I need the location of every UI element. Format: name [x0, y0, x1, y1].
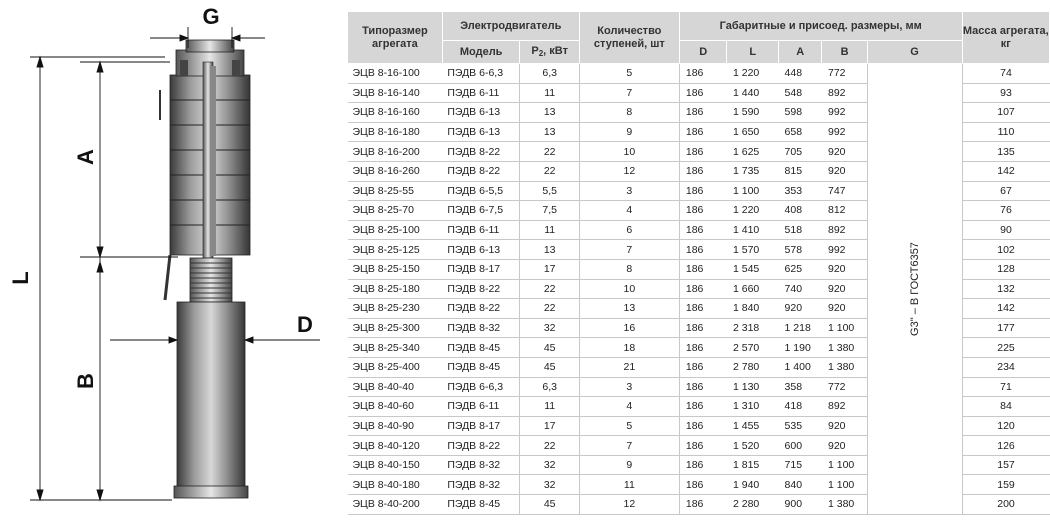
cell-power: 17	[520, 259, 579, 279]
label-d: D	[297, 312, 313, 337]
cell-model: ПЭДВ 6-5,5	[442, 181, 520, 201]
cell-d: 186	[679, 122, 727, 142]
header-g: G	[867, 41, 962, 64]
cell-a: 358	[779, 377, 822, 397]
cell-name: ЭЦВ 8-25-70	[348, 201, 443, 221]
cell-mass: 107	[962, 103, 1049, 123]
cell-d: 186	[679, 377, 727, 397]
cell-d: 186	[679, 495, 727, 515]
header-motor: Электродвигатель	[442, 12, 579, 41]
cell-d: 186	[679, 259, 727, 279]
table-row	[348, 64, 1050, 84]
label-l: L	[8, 271, 33, 285]
cell-mass: 76	[962, 201, 1049, 221]
cell-name: ЭЦВ 8-16-100	[348, 64, 443, 84]
cell-a: 418	[779, 397, 822, 417]
label-b: B	[73, 373, 98, 389]
cell-d: 186	[679, 83, 727, 103]
cell-stages: 5	[579, 416, 679, 436]
cell-b: 1 380	[822, 338, 867, 358]
cell-d: 186	[679, 64, 727, 84]
cell-model: ПЭДВ 6-11	[442, 220, 520, 240]
cell-d: 186	[679, 357, 727, 377]
label-a: A	[73, 149, 98, 165]
cell-d: 186	[679, 220, 727, 240]
cell-l: 1 590	[727, 103, 779, 123]
cell-power: 22	[520, 142, 579, 162]
header-b: B	[822, 41, 867, 64]
cell-mass: 234	[962, 357, 1049, 377]
cell-name: ЭЦВ 8-40-120	[348, 436, 443, 456]
cell-model: ПЭДВ 6-13	[442, 103, 520, 123]
cell-a: 578	[779, 240, 822, 260]
cell-stages: 6	[579, 220, 679, 240]
cell-name: ЭЦВ 8-16-260	[348, 161, 443, 181]
cell-power: 5,5	[520, 181, 579, 201]
cell-stages: 4	[579, 201, 679, 221]
cell-power: 11	[520, 83, 579, 103]
cell-b: 1 100	[822, 318, 867, 338]
cell-stages: 10	[579, 142, 679, 162]
cell-mass: 157	[962, 455, 1049, 475]
cell-l: 1 310	[727, 397, 779, 417]
cell-stages: 4	[579, 397, 679, 417]
cell-stages: 7	[579, 83, 679, 103]
cell-power: 22	[520, 436, 579, 456]
cell-l: 1 735	[727, 161, 779, 181]
cell-l: 1 440	[727, 83, 779, 103]
header-power	[520, 41, 579, 64]
cell-stages: 16	[579, 318, 679, 338]
cell-l: 1 940	[727, 475, 779, 495]
cell-d: 186	[679, 455, 727, 475]
cell-mass: 132	[962, 279, 1049, 299]
cell-a: 625	[779, 259, 822, 279]
header-dims: Габаритные и присоед. размеры, мм	[679, 12, 962, 41]
cell-stages: 8	[579, 103, 679, 123]
cell-l: 2 570	[727, 338, 779, 358]
header-power-unit: , кВт	[543, 44, 568, 57]
cell-b: 920	[822, 161, 867, 181]
cell-mass: 128	[962, 259, 1049, 279]
cell-a: 740	[779, 279, 822, 299]
cell-l: 1 815	[727, 455, 779, 475]
cell-model: ПЭДВ 6-13	[442, 122, 520, 142]
cell-stages: 9	[579, 122, 679, 142]
cell-mass: 120	[962, 416, 1049, 436]
header-stages: Количество ступеней, шт	[579, 12, 679, 64]
cell-l: 1 100	[727, 181, 779, 201]
cell-a: 1 190	[779, 338, 822, 358]
cell-l: 1 220	[727, 64, 779, 84]
cell-b: 992	[822, 122, 867, 142]
cell-stages: 10	[579, 279, 679, 299]
cell-model: ПЭДВ 8-32	[442, 318, 520, 338]
cell-model: ПЭДВ 6-7,5	[442, 201, 520, 221]
cell-power: 7,5	[520, 201, 579, 221]
cell-model: ПЭДВ 8-22	[442, 142, 520, 162]
cell-name: ЭЦВ 8-25-300	[348, 318, 443, 338]
cell-stages: 9	[579, 455, 679, 475]
cell-l: 1 455	[727, 416, 779, 436]
cell-b: 747	[822, 181, 867, 201]
cell-stages: 21	[579, 357, 679, 377]
cell-d: 186	[679, 416, 727, 436]
cell-a: 408	[779, 201, 822, 221]
cell-b: 772	[822, 64, 867, 84]
cell-g	[867, 64, 962, 515]
cell-power: 22	[520, 161, 579, 181]
motor-section	[174, 302, 248, 498]
cell-mass: 135	[962, 142, 1049, 162]
cell-d: 186	[679, 279, 727, 299]
cell-a: 900	[779, 495, 822, 515]
cell-stages: 3	[579, 181, 679, 201]
cell-power: 13	[520, 103, 579, 123]
cell-mass: 110	[962, 122, 1049, 142]
cell-stages: 8	[579, 259, 679, 279]
cell-d: 186	[679, 240, 727, 260]
cell-name: ЭЦВ 8-40-40	[348, 377, 443, 397]
cell-d: 186	[679, 397, 727, 417]
cell-model: ПЭДВ 6-6,3	[442, 377, 520, 397]
cell-model: ПЭДВ 8-17	[442, 416, 520, 436]
header-mass: Масса агрегата, кг	[962, 12, 1049, 64]
cell-a: 715	[779, 455, 822, 475]
cell-a: 658	[779, 122, 822, 142]
cell-d: 186	[679, 201, 727, 221]
cell-b: 892	[822, 220, 867, 240]
cell-b: 920	[822, 416, 867, 436]
cell-mass: 142	[962, 161, 1049, 181]
cell-l: 1 840	[727, 299, 779, 319]
cell-d: 186	[679, 475, 727, 495]
cell-model: ПЭДВ 8-32	[442, 455, 520, 475]
cell-model: ПЭДВ 8-45	[442, 338, 520, 358]
cell-model: ПЭДВ 6-11	[442, 397, 520, 417]
cell-a: 518	[779, 220, 822, 240]
cell-name: ЭЦВ 8-40-90	[348, 416, 443, 436]
cell-name: ЭЦВ 8-16-200	[348, 142, 443, 162]
cell-name: ЭЦВ 8-40-180	[348, 475, 443, 495]
cell-b: 920	[822, 299, 867, 319]
inlet-screen	[190, 258, 232, 302]
cell-a: 548	[779, 83, 822, 103]
cell-l: 2 318	[727, 318, 779, 338]
cell-name: ЭЦВ 8-16-160	[348, 103, 443, 123]
cell-mass: 102	[962, 240, 1049, 260]
cell-model: ПЭДВ 8-45	[442, 495, 520, 515]
cell-mass: 177	[962, 318, 1049, 338]
cell-mass: 225	[962, 338, 1049, 358]
cell-l: 2 280	[727, 495, 779, 515]
cell-l: 1 410	[727, 220, 779, 240]
cell-a: 535	[779, 416, 822, 436]
header-a: A	[779, 41, 822, 64]
cell-stages: 13	[579, 299, 679, 319]
spec-table	[347, 11, 1050, 515]
cell-mass: 84	[962, 397, 1049, 417]
cell-l: 1 625	[727, 142, 779, 162]
cell-name: ЭЦВ 8-25-100	[348, 220, 443, 240]
cell-mass: 67	[962, 181, 1049, 201]
cell-mass: 159	[962, 475, 1049, 495]
cell-model: ПЭДВ 6-6,3	[442, 64, 520, 84]
cell-name: ЭЦВ 8-25-340	[348, 338, 443, 358]
cell-power: 45	[520, 357, 579, 377]
cell-mass: 93	[962, 83, 1049, 103]
cell-stages: 11	[579, 475, 679, 495]
cell-a: 705	[779, 142, 822, 162]
g-connection-text: G3" – В ГОСТ6357	[908, 241, 921, 336]
cell-mass: 71	[962, 377, 1049, 397]
cell-power: 22	[520, 299, 579, 319]
cell-name: ЭЦВ 8-25-180	[348, 279, 443, 299]
cell-model: ПЭДВ 6-11	[442, 83, 520, 103]
cell-power: 22	[520, 279, 579, 299]
cell-stages: 7	[579, 240, 679, 260]
spec-table-body	[348, 64, 1050, 515]
cell-l: 1 650	[727, 122, 779, 142]
cell-d: 186	[679, 161, 727, 181]
cell-d: 186	[679, 181, 727, 201]
pump-drawing	[0, 0, 345, 521]
header-model: Модель	[442, 41, 520, 64]
cell-b: 1 380	[822, 495, 867, 515]
cell-l: 1 545	[727, 259, 779, 279]
cell-d: 186	[679, 318, 727, 338]
cell-name: ЭЦВ 8-25-400	[348, 357, 443, 377]
cell-model: ПЭДВ 8-17	[442, 259, 520, 279]
header-power-subscript: 2	[538, 48, 544, 58]
cell-power: 45	[520, 338, 579, 358]
cell-mass: 90	[962, 220, 1049, 240]
cell-l: 1 130	[727, 377, 779, 397]
cell-a: 598	[779, 103, 822, 123]
cell-stages: 18	[579, 338, 679, 358]
cell-name: ЭЦВ 8-40-150	[348, 455, 443, 475]
cell-b: 992	[822, 240, 867, 260]
cell-a: 840	[779, 475, 822, 495]
cell-d: 186	[679, 436, 727, 456]
header-l: L	[727, 41, 779, 64]
cell-b: 1 380	[822, 357, 867, 377]
cell-name: ЭЦВ 8-40-60	[348, 397, 443, 417]
cell-power: 6,3	[520, 64, 579, 84]
cell-d: 186	[679, 299, 727, 319]
cell-l: 1 220	[727, 201, 779, 221]
cell-d: 186	[679, 142, 727, 162]
cell-mass: 74	[962, 64, 1049, 84]
cell-a: 1 218	[779, 318, 822, 338]
cell-power: 11	[520, 397, 579, 417]
label-g: G	[202, 4, 220, 29]
cell-a: 448	[779, 64, 822, 84]
cell-a: 1 400	[779, 357, 822, 377]
cell-name: ЭЦВ 8-25-230	[348, 299, 443, 319]
cell-name: ЭЦВ 8-25-150	[348, 259, 443, 279]
cell-a: 920	[779, 299, 822, 319]
cell-model: ПЭДВ 8-22	[442, 161, 520, 181]
cell-mass: 126	[962, 436, 1049, 456]
cell-stages: 7	[579, 436, 679, 456]
header-power-symbol: P	[531, 44, 539, 57]
cell-power: 13	[520, 122, 579, 142]
cell-power: 11	[520, 220, 579, 240]
cell-b: 920	[822, 142, 867, 162]
cell-power: 13	[520, 240, 579, 260]
cell-name: ЭЦВ 8-16-140	[348, 83, 443, 103]
cell-b: 920	[822, 436, 867, 456]
cell-l: 2 780	[727, 357, 779, 377]
cell-stages: 3	[579, 377, 679, 397]
cell-model: ПЭДВ 6-13	[442, 240, 520, 260]
cell-power: 32	[520, 475, 579, 495]
cell-model: ПЭДВ 8-32	[442, 475, 520, 495]
cell-mass: 142	[962, 299, 1049, 319]
cell-b: 920	[822, 259, 867, 279]
header-d: D	[679, 41, 727, 64]
cell-d: 186	[679, 103, 727, 123]
cell-name: ЭЦВ 8-40-200	[348, 495, 443, 515]
cell-model: ПЭДВ 8-22	[442, 299, 520, 319]
cell-power: 45	[520, 495, 579, 515]
cell-a: 600	[779, 436, 822, 456]
cell-stages: 12	[579, 495, 679, 515]
cell-b: 920	[822, 279, 867, 299]
cell-b: 892	[822, 397, 867, 417]
cell-power: 6,3	[520, 377, 579, 397]
cell-stages: 12	[579, 161, 679, 181]
cell-model: ПЭДВ 8-22	[442, 279, 520, 299]
cell-b: 892	[822, 83, 867, 103]
cell-model: ПЭДВ 8-22	[442, 436, 520, 456]
cell-b: 1 100	[822, 455, 867, 475]
cell-l: 1 570	[727, 240, 779, 260]
cell-power: 32	[520, 318, 579, 338]
dimension-l	[30, 57, 172, 500]
cell-d: 186	[679, 338, 727, 358]
cell-a: 815	[779, 161, 822, 181]
cell-l: 1 520	[727, 436, 779, 456]
cell-name: ЭЦВ 8-25-55	[348, 181, 443, 201]
cell-b: 1 100	[822, 475, 867, 495]
cell-power: 32	[520, 455, 579, 475]
cell-l: 1 660	[727, 279, 779, 299]
cell-model: ПЭДВ 8-45	[442, 357, 520, 377]
cell-a: 353	[779, 181, 822, 201]
cell-b: 992	[822, 103, 867, 123]
header-name: Типоразмер агрегата	[348, 12, 443, 64]
cell-b: 812	[822, 201, 867, 221]
cell-name: ЭЦВ 8-25-125	[348, 240, 443, 260]
cell-b: 772	[822, 377, 867, 397]
cell-mass: 200	[962, 495, 1049, 515]
cell-power: 17	[520, 416, 579, 436]
cell-stages: 5	[579, 64, 679, 84]
cell-name: ЭЦВ 8-16-180	[348, 122, 443, 142]
